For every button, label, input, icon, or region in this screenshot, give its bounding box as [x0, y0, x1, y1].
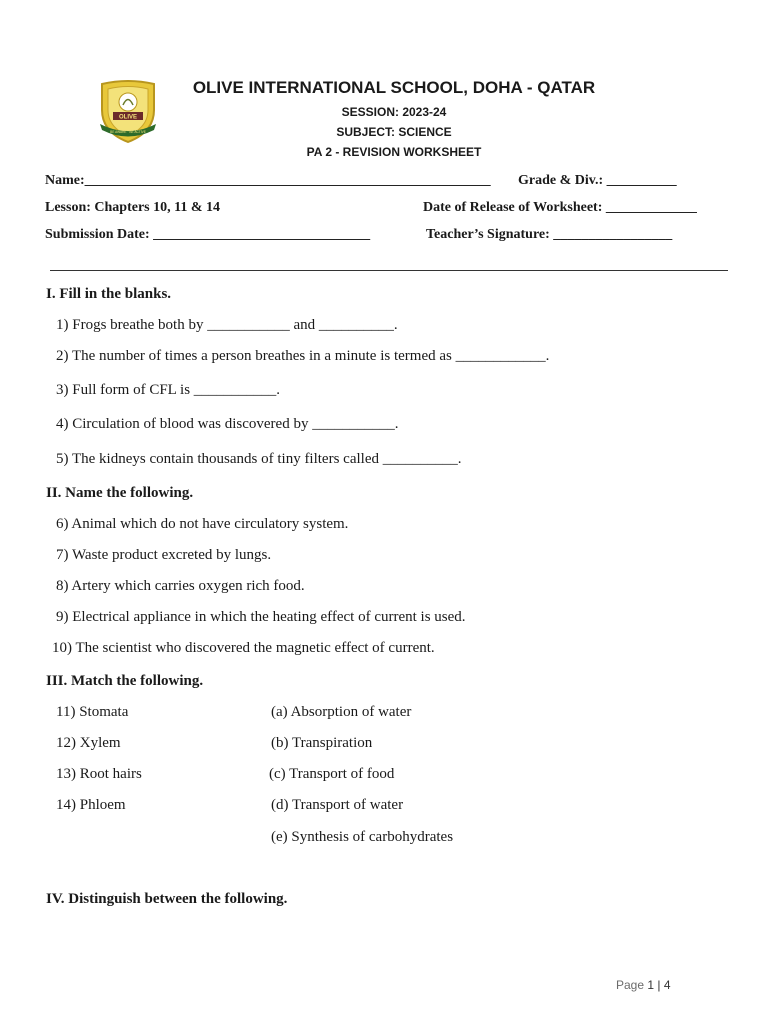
page-total: 4 — [663, 978, 671, 992]
question-item: 3) Full form of CFL is ___________. — [56, 382, 281, 398]
match-right-item: (b) Transpiration — [271, 735, 373, 751]
match-left-item: 11) Stomata — [56, 704, 129, 720]
page-footer — [616, 978, 671, 992]
section-3-title: III. Match the following. — [46, 673, 204, 689]
worksheet-title: PA 2 - REVISION WORKSHEET — [306, 145, 482, 159]
section-1-title: I. Fill in the blanks. — [46, 286, 172, 302]
match-left-item: 14) Phloem — [56, 797, 126, 813]
match-right-item: (a) Absorption of water — [271, 704, 412, 720]
grade-field[interactable]: Grade & Div.: __________ — [518, 173, 677, 188]
question-item: 8) Artery which carries oxygen rich food. — [56, 578, 305, 594]
submission-date-field[interactable]: Submission Date: _______________________________ — [45, 227, 371, 242]
logo-text: OLIVE — [118, 114, 138, 121]
question-item: 7) Waste product excreted by lungs. — [56, 547, 272, 563]
question-item: 10) The scientist who discovered the magnetic effect of current. — [52, 640, 435, 656]
question-item: 9) Electrical appliance in which the heating effect of current is used. — [56, 609, 466, 625]
match-left-item: 12) Xylem — [56, 735, 121, 751]
name-field[interactable]: Name:__________________________________________________________ — [45, 173, 491, 188]
logo-motto: BE AWARE · BE ACTIVE — [110, 130, 146, 134]
release-date-field[interactable]: Date of Release of Worksheet: _____________ — [423, 200, 697, 215]
question-item: 2) The number of times a person breathes in a minute is termed as ____________. — [56, 348, 550, 364]
section-2-title: II. Name the following. — [46, 485, 194, 501]
question-item: 5) The kidneys contain thousands of tiny filters called __________. — [56, 451, 462, 467]
header-divider — [50, 270, 728, 271]
page-number: 1 — [647, 978, 655, 992]
match-right-item: (c) Transport of food — [269, 766, 395, 782]
question-item: 1) Frogs breathe both by ___________ and __________. — [56, 317, 398, 333]
page-separator: | — [657, 978, 661, 992]
lesson-label: Lesson: Chapters 10, 11 & 14 — [45, 200, 221, 215]
session-label: SESSION: 2023-24 — [341, 105, 447, 119]
match-right-item: (e) Synthesis of carbohydrates — [271, 829, 454, 845]
section-4-title: IV. Distinguish between the following. — [46, 891, 288, 907]
question-item: 4) Circulation of blood was discovered by ___________. — [56, 416, 399, 432]
subject-label: SUBJECT: SCIENCE — [336, 125, 452, 139]
match-right-item: (d) Transport of water — [271, 797, 404, 813]
school-name: OLIVE INTERNATIONAL SCHOOL, DOHA - QATAR — [192, 78, 596, 97]
page-label: Page — [616, 978, 645, 992]
question-item: 6) Animal which do not have circulatory system. — [56, 516, 349, 532]
match-left-item: 13) Root hairs — [56, 766, 142, 782]
teacher-signature-field[interactable]: Teacher’s Signature: _________________ — [426, 227, 673, 242]
